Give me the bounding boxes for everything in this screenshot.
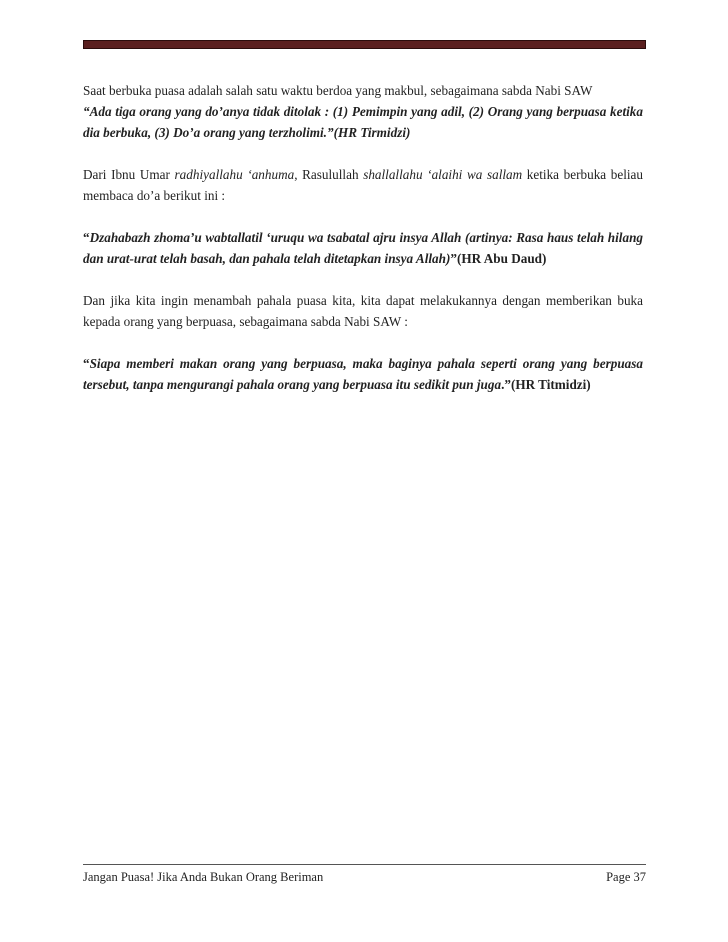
paragraph-3	[83, 227, 643, 269]
document-body	[83, 80, 643, 416]
hadith-source-2: .”(HR Titmidzi)	[501, 377, 591, 392]
paragraph-2-italic-a: radhiyallahu ‘anhuma	[174, 167, 295, 182]
footer-title: Jangan Puasa! Jika Anda Bukan Orang Beriman	[83, 870, 324, 884]
doa-quote: Dzahabazh zhoma’u wabtallatil ‘uruqu wa tsabatal ajru insya Allah (artinya: Rasa haus telah hilang dan urat-urat telah basah, dan pahala telah ditetapkan insya Allah)	[83, 230, 643, 266]
paragraph-4: Dan jika kita ingin menambah pahala puasa kita, kita dapat melakukannya dengan memberikan buka kepada orang yang berpuasa, sebagaimana sabda Nabi SAW :	[83, 293, 643, 329]
doa-source: ”(HR Abu Daud)	[450, 251, 547, 266]
paragraph-1	[83, 80, 643, 143]
paragraph-2-text-b: , Rasulullah	[294, 167, 364, 182]
hadith-quote-1: “Ada tiga orang yang do’anya tidak ditolak : (1) Pemimpin yang adil, (2) Orang yang berpuasa ketika dia berbuka, (3) Do’a orang yang terzholimi.”(HR Tirmidzi)	[83, 104, 643, 140]
header-bar	[83, 40, 646, 49]
paragraph-5	[83, 353, 643, 395]
quote-open-mark-2: “	[83, 356, 90, 371]
hadith-quote-2: Siapa memberi makan orang yang berpuasa, maka baginya pahala seperti orang yang berpuasa tersebut, tanpa mengurangi pahala orang yang berpuasa itu sedikit pun juga	[83, 356, 643, 392]
paragraph-2	[83, 164, 643, 206]
paragraph-2-text-c: ketika berbuka beliau membaca do’a berikut ini :	[83, 167, 643, 203]
paragraph-2-italic-b: shallallahu ‘alaihi wa sallam	[363, 167, 523, 182]
quote-open-mark: “	[83, 230, 90, 245]
paragraph-1-intro: Saat berbuka puasa adalah salah satu waktu berdoa yang makbul, sebagaimana sabda Nabi SAW	[83, 83, 593, 98]
page-footer	[83, 864, 646, 885]
page-number: Page 37	[606, 870, 646, 884]
paragraph-2-text-a: Dari Ibnu Umar	[83, 167, 175, 182]
